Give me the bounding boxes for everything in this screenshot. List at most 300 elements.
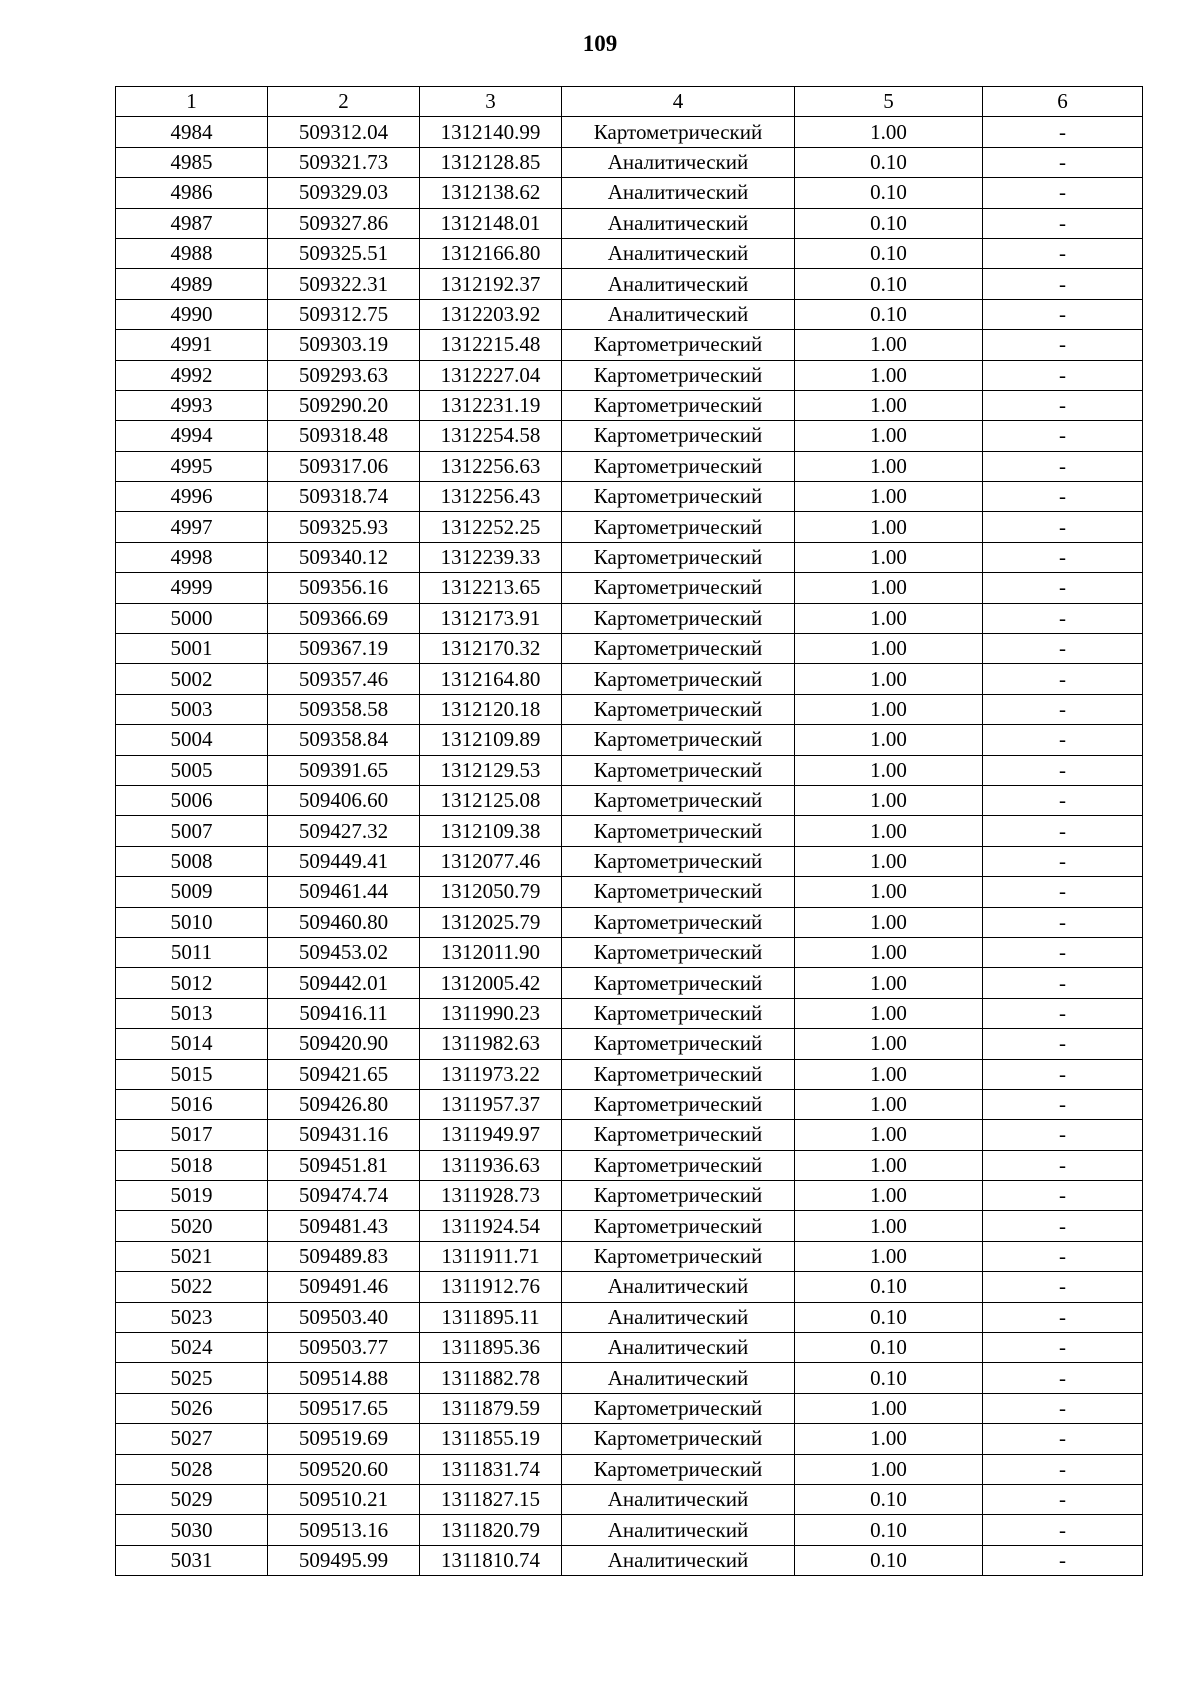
accuracy-cell: 1.00 [795,1454,983,1484]
point-number-cell: 5029 [116,1484,268,1514]
x-coordinate-cell: 509318.48 [268,421,420,451]
accuracy-cell: 1.00 [795,1120,983,1150]
x-coordinate-cell: 509460.80 [268,907,420,937]
table-row [116,1150,1143,1180]
point-number-cell: 5000 [116,603,268,633]
point-number-cell: 5025 [116,1363,268,1393]
note-cell: - [983,1454,1143,1484]
note-cell: - [983,208,1143,238]
method-cell: Аналитический [562,208,795,238]
note-cell: - [983,937,1143,967]
point-number-cell: 5005 [116,755,268,785]
accuracy-cell: 1.00 [795,998,983,1028]
note-cell: - [983,1302,1143,1332]
x-coordinate-cell: 509325.93 [268,512,420,542]
method-cell: Картометрический [562,1181,795,1211]
y-coordinate-cell: 1311820.79 [420,1515,562,1545]
y-coordinate-cell: 1312166.80 [420,238,562,268]
note-cell: - [983,1150,1143,1180]
accuracy-cell: 0.10 [795,1484,983,1514]
table-row [116,1515,1143,1545]
accuracy-cell: 1.00 [795,1089,983,1119]
table-row [116,542,1143,572]
method-cell: Картометрический [562,330,795,360]
table-row [116,1211,1143,1241]
point-number-cell: 5006 [116,785,268,815]
table-row [116,1272,1143,1302]
accuracy-cell: 1.00 [795,390,983,420]
method-cell: Картометрический [562,421,795,451]
point-number-cell: 4997 [116,512,268,542]
point-number-cell: 4993 [116,390,268,420]
method-cell: Картометрический [562,1089,795,1119]
point-number-cell: 5026 [116,1393,268,1423]
accuracy-cell: 1.00 [795,1424,983,1454]
method-cell: Картометрический [562,998,795,1028]
point-number-cell: 5019 [116,1181,268,1211]
table-row [116,634,1143,664]
table-row [116,482,1143,512]
accuracy-cell: 1.00 [795,1241,983,1271]
table-row [116,421,1143,451]
note-cell: - [983,968,1143,998]
note-cell: - [983,299,1143,329]
method-cell: Картометрический [562,664,795,694]
x-coordinate-cell: 509481.43 [268,1211,420,1241]
accuracy-cell: 1.00 [795,603,983,633]
table-row [116,1393,1143,1423]
accuracy-cell: 1.00 [795,846,983,876]
x-coordinate-cell: 509322.31 [268,269,420,299]
table-row [116,998,1143,1028]
table-row [116,178,1143,208]
method-cell: Картометрический [562,634,795,664]
method-cell: Картометрический [562,512,795,542]
accuracy-cell: 0.10 [795,147,983,177]
note-cell: - [983,238,1143,268]
y-coordinate-cell: 1312120.18 [420,694,562,724]
column-header-2: 2 [268,87,420,117]
accuracy-cell: 1.00 [795,755,983,785]
note-cell: - [983,1424,1143,1454]
method-cell: Аналитический [562,269,795,299]
accuracy-cell: 1.00 [795,937,983,967]
point-number-cell: 5017 [116,1120,268,1150]
x-coordinate-cell: 509293.63 [268,360,420,390]
point-number-cell: 5008 [116,846,268,876]
method-cell: Аналитический [562,1302,795,1332]
x-coordinate-cell: 509421.65 [268,1059,420,1089]
x-coordinate-cell: 509312.04 [268,117,420,147]
y-coordinate-cell: 1312173.91 [420,603,562,633]
x-coordinate-cell: 509503.77 [268,1333,420,1363]
y-coordinate-cell: 1311928.73 [420,1181,562,1211]
point-number-cell: 4992 [116,360,268,390]
table-row [116,755,1143,785]
table-row [116,816,1143,846]
y-coordinate-cell: 1311949.97 [420,1120,562,1150]
method-cell: Картометрический [562,755,795,785]
point-number-cell: 4988 [116,238,268,268]
table-row [116,785,1143,815]
y-coordinate-cell: 1312077.46 [420,846,562,876]
table-row [116,877,1143,907]
table-row [116,117,1143,147]
table-row [116,1029,1143,1059]
point-number-cell: 4987 [116,208,268,238]
method-cell: Картометрический [562,603,795,633]
x-coordinate-cell: 509416.11 [268,998,420,1028]
table-row [116,238,1143,268]
point-number-cell: 5012 [116,968,268,998]
note-cell: - [983,330,1143,360]
point-number-cell: 5018 [116,1150,268,1180]
method-cell: Картометрический [562,482,795,512]
table-row [116,269,1143,299]
note-cell: - [983,482,1143,512]
method-cell: Аналитический [562,1515,795,1545]
y-coordinate-cell: 1312128.85 [420,147,562,177]
note-cell: - [983,390,1143,420]
column-header-5: 5 [795,87,983,117]
y-coordinate-cell: 1311810.74 [420,1545,562,1575]
x-coordinate-cell: 509357.46 [268,664,420,694]
method-cell: Картометрический [562,937,795,967]
point-number-cell: 4989 [116,269,268,299]
x-coordinate-cell: 509391.65 [268,755,420,785]
x-coordinate-cell: 509517.65 [268,1393,420,1423]
method-cell: Картометрический [562,1424,795,1454]
y-coordinate-cell: 1312203.92 [420,299,562,329]
x-coordinate-cell: 509366.69 [268,603,420,633]
y-coordinate-cell: 1311982.63 [420,1029,562,1059]
x-coordinate-cell: 509449.41 [268,846,420,876]
coordinates-table [115,86,1143,1576]
table-row [116,208,1143,238]
table-row [116,937,1143,967]
note-cell: - [983,542,1143,572]
y-coordinate-cell: 1311957.37 [420,1089,562,1119]
y-coordinate-cell: 1311936.63 [420,1150,562,1180]
y-coordinate-cell: 1312254.58 [420,421,562,451]
note-cell: - [983,755,1143,785]
column-header-4: 4 [562,87,795,117]
table-row [116,1181,1143,1211]
point-number-cell: 4985 [116,147,268,177]
note-cell: - [983,451,1143,481]
method-cell: Аналитический [562,1272,795,1302]
point-number-cell: 4991 [116,330,268,360]
x-coordinate-cell: 509356.16 [268,573,420,603]
x-coordinate-cell: 509491.46 [268,1272,420,1302]
x-coordinate-cell: 509327.86 [268,208,420,238]
y-coordinate-cell: 1312109.89 [420,725,562,755]
column-header-1: 1 [116,87,268,117]
y-coordinate-cell: 1312011.90 [420,937,562,967]
method-cell: Аналитический [562,178,795,208]
point-number-cell: 5010 [116,907,268,937]
point-number-cell: 4994 [116,421,268,451]
y-coordinate-cell: 1312109.38 [420,816,562,846]
note-cell: - [983,1120,1143,1150]
point-number-cell: 4999 [116,573,268,603]
table-row [116,360,1143,390]
x-coordinate-cell: 509427.32 [268,816,420,846]
table-row [116,330,1143,360]
note-cell: - [983,1545,1143,1575]
method-cell: Картометрический [562,816,795,846]
table-row [116,451,1143,481]
table-row [116,1454,1143,1484]
y-coordinate-cell: 1312227.04 [420,360,562,390]
method-cell: Картометрический [562,542,795,572]
note-cell: - [983,512,1143,542]
method-cell: Аналитический [562,1484,795,1514]
point-number-cell: 5023 [116,1302,268,1332]
y-coordinate-cell: 1311912.76 [420,1272,562,1302]
y-coordinate-cell: 1312256.63 [420,451,562,481]
method-cell: Картометрический [562,451,795,481]
y-coordinate-cell: 1312164.80 [420,664,562,694]
x-coordinate-cell: 509461.44 [268,877,420,907]
table-row [116,907,1143,937]
method-cell: Картометрический [562,1029,795,1059]
method-cell: Картометрический [562,117,795,147]
accuracy-cell: 1.00 [795,725,983,755]
method-cell: Картометрический [562,877,795,907]
y-coordinate-cell: 1312192.37 [420,269,562,299]
point-number-cell: 5016 [116,1089,268,1119]
table-row [116,664,1143,694]
point-number-cell: 5030 [116,1515,268,1545]
method-cell: Картометрический [562,846,795,876]
x-coordinate-cell: 509290.20 [268,390,420,420]
table-row [116,1545,1143,1575]
column-header-6: 6 [983,87,1143,117]
x-coordinate-cell: 509520.60 [268,1454,420,1484]
y-coordinate-cell: 1312125.08 [420,785,562,815]
note-cell: - [983,1515,1143,1545]
point-number-cell: 5001 [116,634,268,664]
accuracy-cell: 1.00 [795,907,983,937]
table-row [116,1241,1143,1271]
table-row [116,694,1143,724]
x-coordinate-cell: 509312.75 [268,299,420,329]
x-coordinate-cell: 509321.73 [268,147,420,177]
y-coordinate-cell: 1312005.42 [420,968,562,998]
method-cell: Аналитический [562,299,795,329]
table-row [116,846,1143,876]
y-coordinate-cell: 1312138.62 [420,178,562,208]
accuracy-cell: 0.10 [795,299,983,329]
method-cell: Картометрический [562,573,795,603]
note-cell: - [983,634,1143,664]
method-cell: Картометрический [562,1211,795,1241]
note-cell: - [983,907,1143,937]
point-number-cell: 5021 [116,1241,268,1271]
table-header-row [116,87,1143,117]
x-coordinate-cell: 509406.60 [268,785,420,815]
accuracy-cell: 0.10 [795,1302,983,1332]
y-coordinate-cell: 1311895.11 [420,1302,562,1332]
y-coordinate-cell: 1312215.48 [420,330,562,360]
point-number-cell: 5013 [116,998,268,1028]
column-header-3: 3 [420,87,562,117]
y-coordinate-cell: 1312256.43 [420,482,562,512]
table-row [116,968,1143,998]
accuracy-cell: 0.10 [795,208,983,238]
x-coordinate-cell: 509503.40 [268,1302,420,1332]
accuracy-cell: 1.00 [795,1029,983,1059]
note-cell: - [983,1241,1143,1271]
point-number-cell: 5011 [116,937,268,967]
y-coordinate-cell: 1312239.33 [420,542,562,572]
accuracy-cell: 0.10 [795,238,983,268]
note-cell: - [983,725,1143,755]
x-coordinate-cell: 509513.16 [268,1515,420,1545]
point-number-cell: 5028 [116,1454,268,1484]
x-coordinate-cell: 509303.19 [268,330,420,360]
note-cell: - [983,664,1143,694]
accuracy-cell: 0.10 [795,178,983,208]
method-cell: Картометрический [562,1454,795,1484]
y-coordinate-cell: 1312025.79 [420,907,562,937]
accuracy-cell: 1.00 [795,117,983,147]
note-cell: - [983,816,1143,846]
x-coordinate-cell: 509451.81 [268,1150,420,1180]
x-coordinate-cell: 509474.74 [268,1181,420,1211]
method-cell: Картометрический [562,785,795,815]
y-coordinate-cell: 1311895.36 [420,1333,562,1363]
table-row [116,512,1143,542]
note-cell: - [983,1211,1143,1241]
y-coordinate-cell: 1312170.32 [420,634,562,664]
accuracy-cell: 1.00 [795,1181,983,1211]
y-coordinate-cell: 1311855.19 [420,1424,562,1454]
method-cell: Картометрический [562,968,795,998]
y-coordinate-cell: 1311990.23 [420,998,562,1028]
accuracy-cell: 1.00 [795,664,983,694]
y-coordinate-cell: 1311831.74 [420,1454,562,1484]
y-coordinate-cell: 1312050.79 [420,877,562,907]
table-row [116,573,1143,603]
accuracy-cell: 1.00 [795,1393,983,1423]
x-coordinate-cell: 509340.12 [268,542,420,572]
method-cell: Картометрический [562,360,795,390]
table-row [116,603,1143,633]
point-number-cell: 5007 [116,816,268,846]
table-row [116,725,1143,755]
x-coordinate-cell: 509367.19 [268,634,420,664]
x-coordinate-cell: 509358.58 [268,694,420,724]
y-coordinate-cell: 1311882.78 [420,1363,562,1393]
table-row [116,1089,1143,1119]
method-cell: Картометрический [562,1120,795,1150]
note-cell: - [983,785,1143,815]
x-coordinate-cell: 509453.02 [268,937,420,967]
accuracy-cell: 1.00 [795,421,983,451]
x-coordinate-cell: 509317.06 [268,451,420,481]
table-row [116,1302,1143,1332]
x-coordinate-cell: 509514.88 [268,1363,420,1393]
method-cell: Картометрический [562,1059,795,1089]
table-row [116,1059,1143,1089]
point-number-cell: 5009 [116,877,268,907]
method-cell: Аналитический [562,238,795,268]
accuracy-cell: 0.10 [795,1363,983,1393]
note-cell: - [983,117,1143,147]
y-coordinate-cell: 1311973.22 [420,1059,562,1089]
accuracy-cell: 1.00 [795,785,983,815]
note-cell: - [983,603,1143,633]
accuracy-cell: 0.10 [795,1545,983,1575]
x-coordinate-cell: 509495.99 [268,1545,420,1575]
accuracy-cell: 0.10 [795,1333,983,1363]
accuracy-cell: 1.00 [795,1150,983,1180]
point-number-cell: 4998 [116,542,268,572]
x-coordinate-cell: 509442.01 [268,968,420,998]
accuracy-cell: 1.00 [795,360,983,390]
coordinates-table-container [115,86,1142,1576]
method-cell: Картометрический [562,725,795,755]
note-cell: - [983,573,1143,603]
method-cell: Картометрический [562,1393,795,1423]
accuracy-cell: 0.10 [795,1272,983,1302]
y-coordinate-cell: 1312231.19 [420,390,562,420]
table-row [116,390,1143,420]
point-number-cell: 4986 [116,178,268,208]
table-body [116,117,1143,1576]
point-number-cell: 5027 [116,1424,268,1454]
y-coordinate-cell: 1312213.65 [420,573,562,603]
note-cell: - [983,846,1143,876]
page-number: 109 [582,31,618,56]
x-coordinate-cell: 509519.69 [268,1424,420,1454]
point-number-cell: 5022 [116,1272,268,1302]
accuracy-cell: 1.00 [795,1059,983,1089]
point-number-cell: 5024 [116,1333,268,1363]
table-row [116,147,1143,177]
table-row [116,1484,1143,1514]
method-cell: Картометрический [562,1241,795,1271]
note-cell: - [983,1089,1143,1119]
y-coordinate-cell: 1312148.01 [420,208,562,238]
x-coordinate-cell: 509358.84 [268,725,420,755]
y-coordinate-cell: 1312129.53 [420,755,562,785]
point-number-cell: 5020 [116,1211,268,1241]
point-number-cell: 5015 [116,1059,268,1089]
method-cell: Аналитический [562,1333,795,1363]
point-number-cell: 4996 [116,482,268,512]
accuracy-cell: 1.00 [795,451,983,481]
method-cell: Картометрический [562,390,795,420]
note-cell: - [983,269,1143,299]
x-coordinate-cell: 509318.74 [268,482,420,512]
note-cell: - [983,147,1143,177]
accuracy-cell: 0.10 [795,1515,983,1545]
note-cell: - [983,360,1143,390]
point-number-cell: 5014 [116,1029,268,1059]
y-coordinate-cell: 1311879.59 [420,1393,562,1423]
method-cell: Аналитический [562,1363,795,1393]
note-cell: - [983,877,1143,907]
note-cell: - [983,1393,1143,1423]
point-number-cell: 4995 [116,451,268,481]
note-cell: - [983,1272,1143,1302]
point-number-cell: 5004 [116,725,268,755]
x-coordinate-cell: 509431.16 [268,1120,420,1150]
y-coordinate-cell: 1311911.71 [420,1241,562,1271]
